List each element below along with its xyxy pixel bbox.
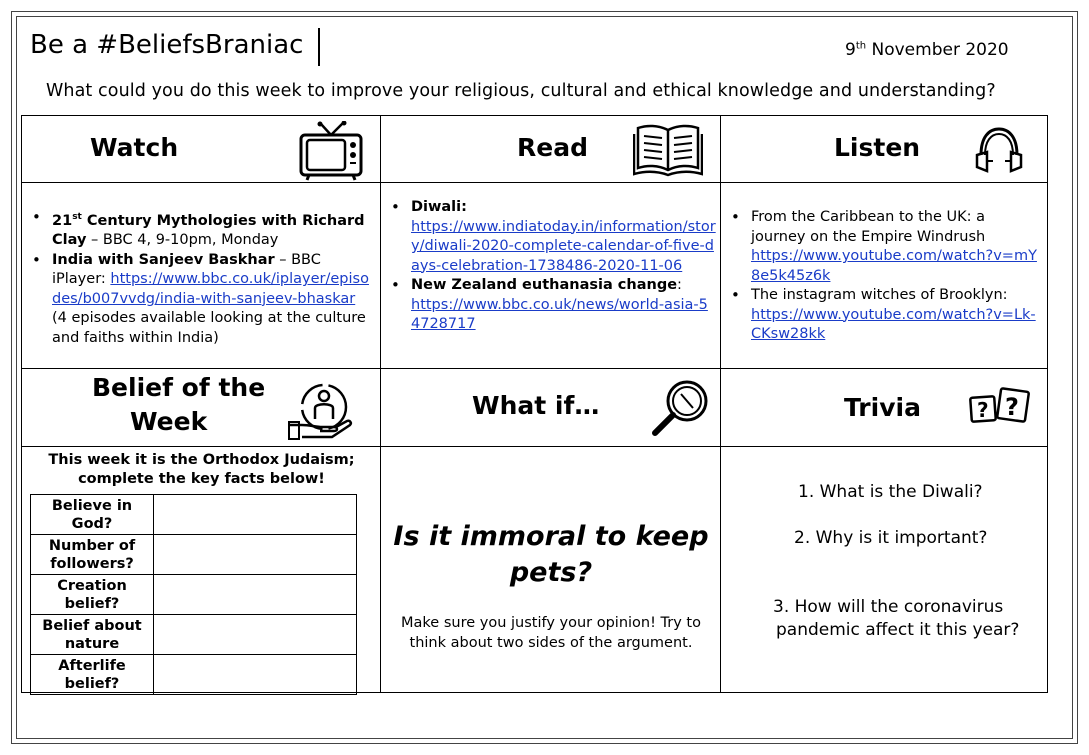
answer-field[interactable] xyxy=(154,575,357,615)
windrush-link[interactable]: https://www.youtube.com/watch?v=mY8e5k45z6k xyxy=(751,248,1037,284)
list-item: • The instagram witches of Brooklyn: https://www.youtube.com/watch?v=Lk-CKsw28kk xyxy=(723,286,1041,345)
watch-content-cell xyxy=(22,183,381,369)
belief-content-cell xyxy=(22,447,381,693)
read-heading: Read xyxy=(517,133,588,162)
svg-text:?: ? xyxy=(977,398,989,422)
belief-header-cell xyxy=(22,369,381,447)
question-dice-icon xyxy=(969,387,1031,429)
list-item: • From the Caribbean to the UK: a journey on the Empire Windrush https://www.youtube.com/watch?v=mY8e5k45z6k xyxy=(723,208,1041,286)
read-list xyxy=(383,198,717,335)
bbc-news-link[interactable]: https://www.bbc.co.uk/news/world-asia-54728717 xyxy=(411,296,708,332)
read-content-cell xyxy=(381,183,721,369)
list-item: • New Zealand euthanasia change: https://www.bbc.co.uk/news/world-asia-54728717 xyxy=(383,276,717,335)
headphones-icon xyxy=(973,125,1025,175)
table-row: Creation belief? xyxy=(31,575,357,615)
trivia-q2: 2. Why is it important? xyxy=(794,528,988,548)
belief-heading-line2: Week xyxy=(130,407,208,436)
listen-content-cell xyxy=(721,183,1048,369)
list-item: • India with Sanjeev Baskhar – BBC iPlayer: https://www.bbc.co.uk/iplayer/episodes/b007vvdg/india-with-sanjeev-bhaskar (4 episodes available looking at the culture and faiths within India) xyxy=(24,251,374,349)
listen-list xyxy=(723,208,1041,345)
read-header-cell xyxy=(381,116,721,183)
table-row: Number of followers? xyxy=(31,535,357,575)
trivia-header-cell xyxy=(721,369,1048,447)
person-hand-icon xyxy=(288,381,354,441)
witches-link[interactable]: https://www.youtube.com/watch?v=Lk-CKsw28kk xyxy=(751,306,1036,342)
svg-text:?: ? xyxy=(1005,393,1019,421)
belief-intro: This week it is the Orthodox Judaism; complete the key facts below! xyxy=(48,452,355,487)
list-item: • Diwali: https://www.indiatoday.in/information/story/diwali-2020-complete-calendar-of-five-days-celebration-1738486-2020-11-06 xyxy=(383,198,717,276)
tv-icon xyxy=(299,121,363,181)
book-icon xyxy=(633,122,703,178)
iplayer-link[interactable]: https://www.bbc.co.uk/iplayer/episodes/b007vvdg/india-with-sanjeev-bhaskar xyxy=(52,271,369,307)
answer-field[interactable] xyxy=(154,655,357,695)
belief-heading-line1: Belief of the xyxy=(92,373,266,402)
whatif-header-cell xyxy=(381,369,721,447)
watch-heading: Watch xyxy=(90,133,179,162)
title-divider xyxy=(318,28,320,66)
whatif-question: Is it immoral to keep pets? xyxy=(393,521,709,588)
trivia-q1: 1. What is the Diwali? xyxy=(798,482,983,502)
trivia-q3: 3. How will the coronavirus pandemic affect it this year? xyxy=(773,597,1020,640)
list-item: • 21st Century Mythologies with Richard Clay – BBC 4, 9-10pm, Monday xyxy=(24,208,374,251)
activity-grid xyxy=(21,115,1048,693)
trivia-content-cell xyxy=(721,447,1048,693)
watch-header-cell xyxy=(22,116,381,183)
listen-heading: Listen xyxy=(834,133,921,162)
key-facts-table xyxy=(30,494,357,695)
page-title: Be a #BeliefsBraniac xyxy=(30,30,304,60)
watch-list xyxy=(24,208,374,348)
whatif-content-cell xyxy=(381,447,721,693)
listen-header-cell xyxy=(721,116,1048,183)
intro-question: What could you do this week to improve your religious, cultural and ethical knowledge and understanding? xyxy=(46,81,996,101)
answer-field[interactable] xyxy=(154,615,357,655)
diwali-link[interactable]: https://www.indiatoday.in/information/story/diwali-2020-complete-calendar-of-five-days-celebration-1738486-2020-11-06 xyxy=(411,218,716,274)
date: 9th November 2020 xyxy=(845,40,1009,60)
answer-field[interactable] xyxy=(154,495,357,535)
answer-field[interactable] xyxy=(154,535,357,575)
whatif-heading: What if… xyxy=(472,391,600,420)
whatif-note: Make sure you justify your opinion! Try to think about two sides of the argument. xyxy=(401,615,701,651)
trivia-heading: Trivia xyxy=(844,393,921,422)
table-row: Belief about nature xyxy=(31,615,357,655)
magnifier-icon xyxy=(649,379,713,439)
table-row: Believe in God? xyxy=(31,495,357,535)
table-row: Afterlife belief? xyxy=(31,655,357,695)
